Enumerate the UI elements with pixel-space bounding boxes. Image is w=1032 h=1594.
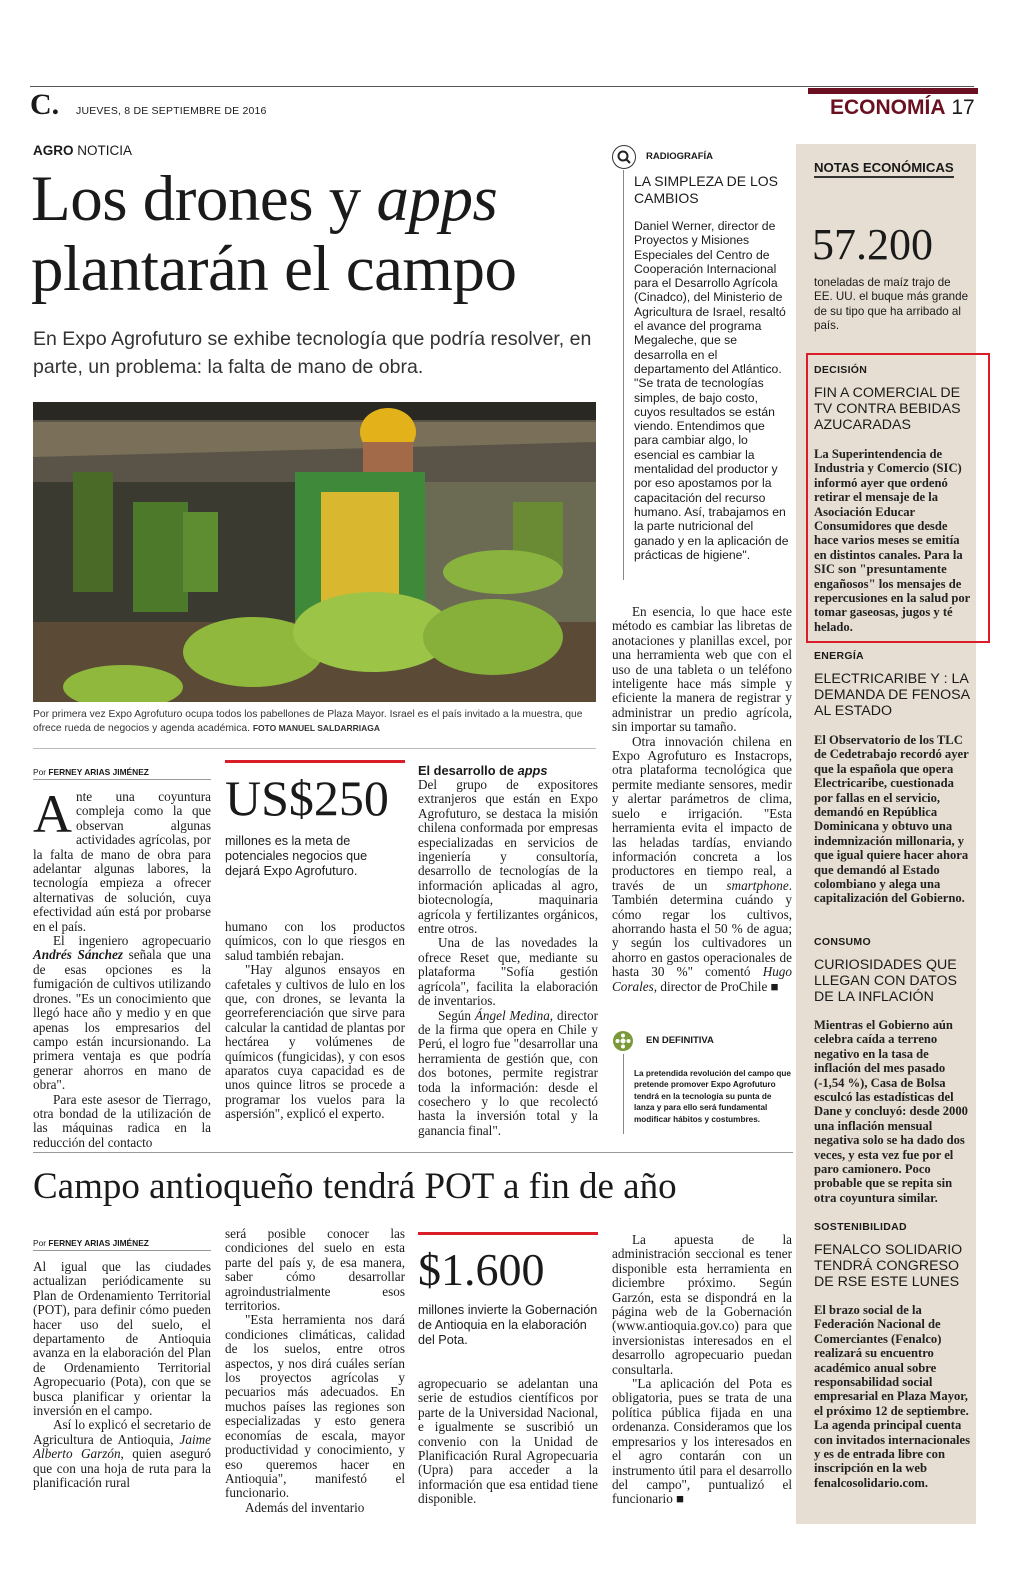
paragraph: Para este asesor de Tierrago, otra bondad de la utilización de las máquinas radica en la reducción del contacto <box>33 1091 211 1150</box>
byline <box>33 767 149 777</box>
end-mark: ■ <box>676 1491 685 1507</box>
radiografia-box <box>612 145 790 585</box>
sidebar-text-decision: La Superintendencia de Industria y Comercio (SIC) informó ayer que ordenó retirar el mensaje de la Asociación Educar Consumidores que desde hace varios meses se emitía en distintos canales. Para la SIC son "presuntamente engañosos" los mensajes de repercusiones en la salud por tomar gaseosas, jugos y té helado. <box>814 447 971 634</box>
sidebar-big-number: 57.200 <box>812 220 933 269</box>
paragraph: "Hay algunos ensayos en cafetales y cultivos de lulo en los que, con drones, se levanta la georreferenciación que sirve para calcular la cantidad de plantas por hectárea y volúmenes de químicos (fungicidas), y con esos aparatos cuya capacidad es de unos quince litros se procede a programar los vuelos para la aspersión", explicó el experto. <box>225 962 405 1122</box>
headline-text-a: Los drones y <box>31 163 377 235</box>
paragraph: La apuesta de la administración seccional es tener disponible esta herramienta en diciembre próximo. Según Garzón, esta se dispondrá en la página web de la Gobernación (www.antioquia.gov.co) para que inversionistas interesados en el desarrollo agropecuario puedan consultarla. <box>612 1232 792 1377</box>
kicker <box>33 143 132 158</box>
paragraph: agropecuario se adelantan una serie de estudios científicos por parte de la Universidad Nacional, e igualmente se suscribió un convenio con la Unidad de Planificación Rural Agropecuaria (Upra) para acceder a la información que esa entidad tiene disponible. <box>418 1376 598 1507</box>
photo-illustration <box>33 402 596 702</box>
sidebar-text-sostenibilidad: El brazo social de la Federación Nacional de Comerciantes (Fenalco) realizará su encuentro académico anual sobre responsabilidad social empresarial en Plaza Mayor, el próximo 12 de septiembre. La agenda principal cuenta con invitados internacionales y es de entrada libre con inscripción en la web fenalcosolidario.com. <box>814 1303 971 1490</box>
byline-rule <box>33 779 211 780</box>
sidebar-text-energia: El Observatorio de los TLC de Cedetrabajo recordó ayer que la española que opera Electricaribe, cuestionada por fallas en el servicio, demandó en República Dominicana y obtuvo una indemnización millonaria, y que igual quiere hacer ahora que demandó al Estado colombiano y alega una capitalización del Gobierno. <box>814 733 969 906</box>
sidebar-text-consumo: Mientras el Gobierno aún celebra caída a terreno negativo en la tasa de inflación del mes pasado (-1,54 %), Casa de Bolsa esculcó las estadísticas del Dane y concluyó: desde 2000 una inflación mensual negativa solo se ha dado dos veces, y esta vez fue por el paro camionero. Poco probable que se repita sin otra coyuntura similar. <box>814 1018 968 1205</box>
article2-byline <box>33 1238 149 1248</box>
radiografia-title: LA SIMPLEZA DE LOS CAMBIOS <box>634 173 778 206</box>
sidebar-big-number-text: toneladas de maíz trajo de EE. UU. el buque más grande de su tipo que ha arribado al país. <box>814 276 969 333</box>
highlight-box <box>806 353 990 643</box>
issue-date: JUEVES, 8 DE SEPTIEMBRE DE 2016 <box>76 105 267 117</box>
paragraph: Además del inventario <box>245 1499 365 1515</box>
sidebar-section-energia: ENERGÍA <box>814 650 864 662</box>
sidebar-section-consumo: CONSUMO <box>814 936 871 948</box>
kicker-bold: AGRO <box>33 143 74 158</box>
article2-top-rule <box>33 1152 793 1153</box>
sidebar-section-decision: DECISIÓN <box>814 364 868 376</box>
caption-rule <box>33 748 596 749</box>
masthead-line <box>30 86 974 87</box>
sidebar-section-sostenibilidad: SOSTENIBILIDAD <box>814 1221 907 1233</box>
byline-prefix: Por <box>33 767 47 777</box>
paragraph <box>418 1009 598 1139</box>
stat-value: $1.600 <box>418 1244 545 1295</box>
paragraph <box>33 784 211 934</box>
paragraph <box>33 1418 211 1490</box>
paragraph-text: , director de la firma que opera en Chile y Perú, el logro fue "desarrollar una herramienta de gestión que, con dos botones, permite registrar toda la información: desde el cosechero y lo que recolectó hasta la inversión total y la ganancia final". <box>418 1007 598 1138</box>
article1-column-4 <box>612 605 792 994</box>
radiografia-text: Daniel Werner, director de Proyectos y Misiones Especiales del Centro de Cooperación Internacional para el Desarrollo Agrícola (Cinadco), del Ministerio de Agricultura de Israel, resaltó el avance del programa Megaleche, que se desarrolla en el departamento del Atlántico. "Se trata de tecnologías simples, de bajo costo, cuyos resultados se están viendo. Entendimos que para cambiar algo, lo esencial es cambiar la mentalidad del productor y por eso apostamos por la capacitación del recurso humano. Así, trabajamos en la parte nutricional del ganado y en la aplicación de prácticas de higiene". <box>634 219 789 562</box>
photo-caption <box>33 708 596 736</box>
byline-name: FERNEY ARIAS JIMÉNEZ <box>48 1238 149 1248</box>
headline-line-2: plantarán el campo <box>31 233 517 305</box>
article1-column-2 <box>225 920 405 1122</box>
paragraph-text: Así lo explicó el secretario de Agricultura de Antioquia, <box>33 1417 211 1447</box>
paragraph-text: , director de ProChile <box>653 978 768 994</box>
paragraph-text: señala que una de esas opciones es la fumigación de cultivos utilizando drones. "Es un conocimiento que llegó hace año y medio y en que apenas los empresarios del campo están incursionando. La primera ventaja es que podría generar ahorros en mano de obra". <box>33 947 211 1093</box>
stat-text: millones invierte la Gobernación de Antioquia en la elaboración del Pota. <box>418 1303 598 1347</box>
paragraph: Una de las novedades la ofrece Reset que, mediante su plataforma "Sofía gestión agrícola", facilita la elaboración de inventarios. <box>418 935 598 1009</box>
article1-column-1 <box>33 784 211 1150</box>
article2-column-3 <box>418 1377 598 1507</box>
paragraph: Al igual que las ciudades actualizan periódicamente su Plan de Ordenamiento Territorial (POT), para definir cómo pueden hacer uso del suelo, el departamento de Antioquia avanza en la elaboración del Plan de Ordenamiento Territorial Agropecuario (Pota), con que se busca planificar y orientar la inversión en el campo. <box>33 1259 211 1419</box>
stat-text: millones es la meta de potenciales negocios que dejará Expo Agrofuturo. <box>225 834 368 878</box>
section-title <box>830 96 975 120</box>
en-definitiva-label: EN DEFINITIVA <box>646 1035 714 1046</box>
end-mark: ■ <box>770 978 779 994</box>
page-number: 17 <box>951 96 975 119</box>
radiografia-vrule <box>623 170 624 580</box>
photo <box>33 402 596 702</box>
paragraph <box>612 1377 792 1507</box>
article1-column-3 <box>418 763 598 1138</box>
deck: En Expo Agrofuturo se exhibe tecnología que podría resolver, en parte, un problema: la falta de mano de obra. <box>33 328 592 378</box>
magnifier-glyph <box>613 146 635 168</box>
person-name: Andrés Sánchez <box>33 947 123 963</box>
caption-text: Por primera vez Expo Agrofuturo ocupa todos los pabellones de Plaza Mayor. Israel es el país invitado a la muestra, que ofrece rueda de negocios y agenda académica. <box>33 709 583 734</box>
kicker-text: NOTICIA <box>77 143 133 158</box>
article2-column-2 <box>225 1227 405 1515</box>
en-definitiva-box <box>612 1030 792 1140</box>
section-name: ECONOMÍA <box>830 96 946 119</box>
paragraph: En esencia, lo que hace este método es cambiar las libretas de anotaciones y planillas excel, por una herramienta web que con el uso de una tableta o un teléfono inteligente hace más simple y eficiente la manera de registrar y administrar un predio agrícola, sin importar su tamaño. <box>612 604 792 735</box>
byline-rule <box>33 1250 211 1251</box>
person-name: Ángel Medina <box>474 1007 550 1023</box>
subheading-italic: apps <box>517 763 548 778</box>
headline-line-1 <box>31 164 601 234</box>
stat-value: US$250 <box>225 770 389 826</box>
paragraph-text: Según <box>438 1007 475 1023</box>
paragraph: "Esta herramienta nos dará condiciones climáticas, calidad de los suelos, entre otros aspectos, y nos dirá cuáles serían los proyectos agrícolas y pecuarios más adecuados. En muchos países las regiones son especializadas y esto genera economías de escala, mayor productividad y conocimiento, y eso queremos hacer en Antioquia", manifestó el funcionario. <box>225 1312 405 1501</box>
stat-rule <box>225 760 405 763</box>
en-definitiva-text: La pretendida revolución del campo que pretende promover Expo Agrofuturo tendrá en la tecnología su punta de lanza y para ello será fundamental modificar hábitos y costumbres. <box>634 1069 791 1124</box>
paragraph-text: , quien aseguró que con una hoja de ruta para la planificación rural <box>33 1446 211 1491</box>
paragraph-text: . También determina cuándo y cómo regar los cultivos, ahorrando hasta el 50 % de agua; y según los cultivadores un ahorro en gastos operacionales de hasta 30 %" comentó <box>612 877 792 980</box>
subheading <box>418 763 598 778</box>
paragraph <box>33 934 211 1092</box>
article2-column-4 <box>612 1233 792 1507</box>
en-definitiva-vrule <box>623 1054 624 1134</box>
stat-rule <box>418 1232 598 1235</box>
sidebar-header: NOTAS ECONÓMICAS <box>814 160 954 178</box>
paragraph <box>612 735 792 994</box>
sidebar-title-consumo: CURIOSIDADES QUE LLEGAN CON DATOS DE LA INFLACIÓN <box>814 957 957 1005</box>
dropcap: A <box>33 784 72 844</box>
paragraph: humano con los productos químicos, con lo que riesgos en salud también rebajan. <box>225 919 405 963</box>
magnifier-icon <box>612 145 636 169</box>
paragraph: será posible conocer las condiciones del suelo en esta parte del país y, de esa manera, saber cómo desarrollar agroindustrialmente esos territorios. <box>225 1226 405 1314</box>
paragraph-text: "La aplicación del Pota es obligatoria, pues se trata de una política pública fijada en una ordenanza. Consideramos que los empresarios y los interesados en el agro contarán con un instrumento útil para el desarrollo del campo", puntualizó el funcionario <box>612 1376 792 1507</box>
byline-name: FERNEY ARIAS JIMÉNEZ <box>48 767 149 777</box>
article2-headline: Campo antioqueño tendrá POT a fin de año <box>33 1166 677 1207</box>
sidebar-title-energia: ELECTRICARIBE Y : LA DEMANDA DE FENOSA AL ESTADO <box>814 671 970 719</box>
headline <box>31 164 601 304</box>
paragraph: Del grupo de expositores extranjeros que están en Expo Agrofuturo, se destaca la misión chilena conformada por empresas especializadas en servicios de ingeniería y consultoría, desarrollo de tecnologías de la información aplicadas al agro, biotecnología, maquinaria agrícola y fertilizantes orgánicos, entre otros. <box>418 777 598 937</box>
paragraph-text: Otra innovación chilena en Expo Agrofuturo es Instacrops, otra plataforma tecnológica que permite mediante sensores, medir y alertar parámetros de clima, suelo e irrigación. "Esta herramienta evita el impacto de las heladas tardías, enviando información concreta a los productores en tiempo real, a través de un <box>612 733 792 893</box>
paragraph-text: nte una coyuntura compleja como la que observan algunas actividades agrícolas, por la falta de mano de obra para adelantar algunas labores, la tecnología empieza a ofrecer alternativas de solución, cuya efectividad aún está por probarse en el país. <box>33 789 211 934</box>
byline-prefix: Por <box>33 1238 47 1248</box>
subheading-text: El desarrollo de <box>418 763 518 778</box>
radiografia-label: RADIOGRAFÍA <box>646 151 714 162</box>
flower-icon <box>612 1030 634 1052</box>
person-name: Hugo Corales <box>612 964 792 994</box>
paragraph-text: El ingeniero agropecuario <box>53 933 211 949</box>
photo-credit: FOTO MANUEL SALDARRIAGA <box>252 722 381 733</box>
article2-column-1 <box>33 1260 211 1491</box>
sidebar-title-decision: FIN A COMERCIAL DE TV CONTRA BEBIDAS AZUCARADAS <box>814 385 961 433</box>
masthead-rule <box>808 88 978 94</box>
headline-text-italic: apps <box>376 163 498 235</box>
sidebar-title-sostenibilidad: FENALCO SOLIDARIO TENDRÁ CONGRESO DE RSE ESTE LUNES <box>814 1242 963 1290</box>
logo: C. <box>30 88 60 121</box>
person-name: Jaime Alberto Garzón <box>33 1431 211 1462</box>
italic-word: smartphone <box>726 877 789 893</box>
